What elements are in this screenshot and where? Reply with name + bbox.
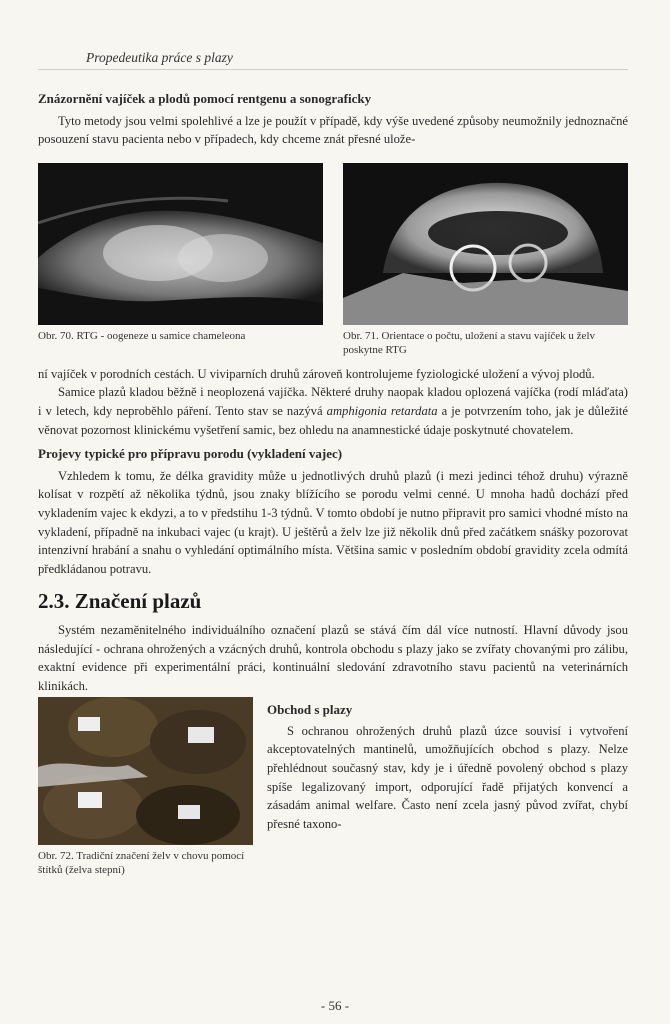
figure-71 — [343, 163, 628, 357]
figure-72 — [38, 697, 253, 877]
paragraph-text: a je potvrzením toho, jak je důležité věnovat pozornost klinickému vyšetření samic, bez ohledu na anamnestické údaje poskytnuté chovatelem. — [38, 403, 628, 437]
latin-term: amphigonia retardata — [326, 403, 438, 418]
figure-row — [38, 163, 628, 357]
paragraph-text: Samice plazů kladou běžně i neoplozená vajíčka. Některé druhy naopak kladou oplozená vajíčka (rodí mláďata) i v letech, kdy neproběhlo páření. Tento stav se nazývá — [38, 385, 628, 418]
xray-chameleon-image — [38, 163, 323, 325]
paragraph: Tyto metody jsou velmi spolehlivé a lze je použít v případě, kdy výše uvedené způsoby neumožnily jednoznačné posouzení stavu pacienta nebo v případech, kdy chceme znát přesné ulože- — [38, 113, 628, 147]
sub-heading-trade: Obchod s plazy — [267, 702, 353, 718]
paragraph — [38, 383, 628, 439]
paragraph: ní vajíček v porodních cestách. U viviparních druhů zároveň kontrolujeme fyziologické uložení a vývoj plodů. — [38, 366, 595, 381]
tortoise-labels-image — [38, 697, 253, 845]
section-heading-xray: Znázornění vajíček a plodů pomocí rentgenu a sonograficky — [38, 91, 372, 106]
paragraph: Systém nezaměnitelného individuálního označení plazů se stává čím dál více nutností. Hlavní důvody jsou následující - ochrana ohrožených a vzácných druhů, kontrola obchodu s plazy jako se zvířaty chovanými pro zálibu, exaktní evidence při experimentální práci, kontinuální sledování zdravotního stavu pacientů na veterinárních klinikách. — [38, 622, 628, 693]
page-body — [38, 90, 628, 881]
figure-70 — [38, 163, 323, 357]
running-title: Propedeutika práce s plazy — [86, 50, 233, 65]
paragraph: Vzhledem k tomu, že délka gravidity může u jednotlivých druhů plazů (i mezi jedinci téhož druhu) výrazně kolísat v rozpětí až několika týdnů, jsou znaky blížícího se porodu velmi cenné. U mnoha hadů dochází před vykladením vajec k ekdyzi, a to v předstihu 1-3 týdnů. V tomto období je nutno připravit pro samici vhodné místo na vykladení, případně na inkubaci vajec (u krajt). U ještěrů a želv lze již několik dnů před začátkem snášky pozorovat intenzivní hrabání a snahu o vyhledání optimálního místa. Většina samic v posledním období gravidity zcela odmítá předkládanou potravu. — [38, 468, 628, 576]
figure-70-caption: Obr. 70. RTG - oogeneze u samice chameleona — [38, 329, 246, 342]
figure-72-caption: Obr. 72. Tradiční značení želv v chovu pomocí štítků (želva stepní) — [38, 850, 245, 877]
figure-71-caption: Obr. 71. Orientace o počtu, uložení a stavu vajíček u želv poskytne RTG — [343, 329, 595, 356]
chapter-heading: 2.3. Značení plazů — [38, 589, 202, 614]
paragraph: S ochranou ohrožených druhů plazů úzce souvisí i vytvoření akceptovatelných mantinelů, umožňujících obchod s plazy. Nelze přehlédnout současný stav, kdy je i úředně povolený obchod s plazy spíše legalizovaný import, odporující řadě přijatých konvencí a zásadám animal welfare. Často není zcela jasný původ zvířat, chybí přesné taxono- — [267, 723, 628, 831]
page-number: - 56 - — [320, 998, 350, 1013]
xray-tortoise-image — [343, 163, 628, 325]
header-rule — [38, 69, 628, 70]
section-heading-labor-signs: Projevy typické pro přípravu porodu (vykladení vajec) — [38, 446, 343, 462]
